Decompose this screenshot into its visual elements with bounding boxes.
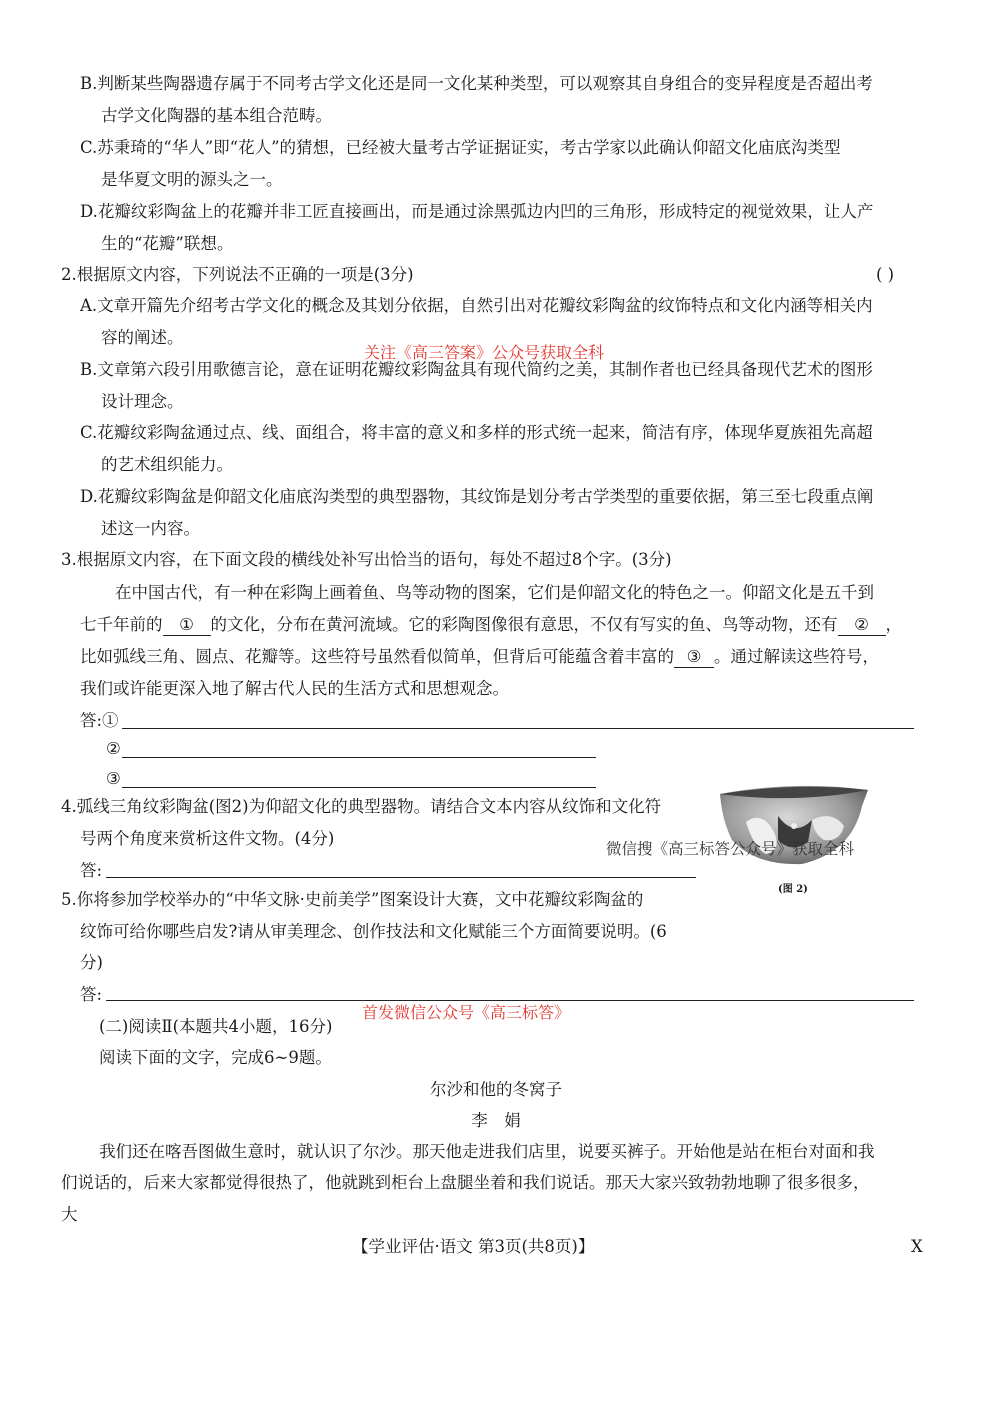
q1-option-d-line1: D.花瓣纹彩陶盆上的花瓣并非工匠直接画出，而是通过涂黑弧边内凹的三角形，形成特定的视觉效果，让人产 [80, 202, 874, 221]
article-paragraph-line1: 我们还在喀吾图做生意时，就认识了尔沙。那天他走进我们店里，说要买裤子。开始他是站在柜台对面和我 [99, 1142, 875, 1161]
q3-answer-label-1: 答:① [80, 711, 119, 730]
q4-answer-label: 答: [80, 861, 103, 880]
footer-mark: X [911, 1237, 923, 1256]
q2-option-a-line1: A.文章开篇先介绍考古学文化的概念及其划分依据，自然引出对花瓣纹彩陶盆的纹饰特点和文化内涵等相关内 [80, 296, 873, 315]
q3-passage-line2 [80, 614, 902, 636]
article-paragraph-line3: 大 [61, 1205, 78, 1224]
article-paragraph-line2: 们说话的，后来大家都觉得很热了，他就跳到柜台上盘腿坐着和我们说话。那天大家兴致勃勃地聊了很多很多， [61, 1173, 870, 1192]
article-author: 李 娟 [471, 1111, 521, 1130]
q3-passage-text: 。通过解读这些符号， [714, 647, 879, 666]
q3-stem: 3.根据原文内容，在下面文段的横线处补写出恰当的语句，每处不超过8个字。(3分) [61, 550, 672, 569]
watermark-3: 首发微信公众号《高三标答》 [362, 1003, 571, 1022]
q2-option-d-line2: 述这一内容。 [101, 519, 200, 538]
article-title: 尔沙和他的冬窝子 [430, 1080, 562, 1099]
q3-passage-text: 比如弧线三角、圆点、花瓣等。这些符号虽然看似简单，但背后可能蕴含着丰富的 [80, 647, 674, 666]
q5-line2: 纹饰可给你哪些启发?请从审美理念、创作技法和文化赋能三个方面简要说明。(6 [80, 922, 667, 941]
q5-line1: 5.你将参加学校举办的“中华文脉·史前美学”图案设计大赛，文中花瓣纹彩陶盆的 [61, 890, 644, 909]
q3-blank-1: ① [163, 615, 211, 636]
q2-option-a-line2: 容的阐述。 [101, 328, 184, 347]
q3-answer-line-2[interactable] [122, 757, 596, 758]
figure-2-caption: (图 2) [778, 884, 808, 895]
q2-option-b-line1: B.文章第六段引用歌德言论，意在证明花瓣纹彩陶盆具有现代简约之美，其制作者也已经具备现代艺术的图形 [80, 360, 873, 379]
reading2-instruction: 阅读下面的文字，完成6~9题。 [99, 1048, 332, 1067]
q2-answer-parens[interactable]: ( ) [876, 265, 895, 284]
q2-option-d-line1: D.花瓣纹彩陶盆是仰韶文化庙底沟类型的典型器物，其纹饰是划分考古学类型的重要依据，第三至七段重点阐 [80, 487, 874, 506]
q2-option-b-line2: 设计理念。 [101, 392, 184, 411]
q5-line3: 分) [80, 953, 103, 972]
q3-passage-text: 的文化，分布在黄河流域。它的彩陶图像很有意思，不仅有写实的鱼、鸟等动物，还有 [210, 615, 838, 634]
q1-option-c-line2: 是华夏文明的源头之一。 [101, 170, 283, 189]
q3-passage-text: 七千年前的 [80, 615, 163, 634]
q2-option-c-line2: 的艺术组织能力。 [101, 455, 233, 474]
page-footer: 【学业评估·语文 第3页(共8页)】 [352, 1237, 595, 1256]
q2-stem: 2.根据原文内容，下列说法不正确的一项是(3分) [61, 265, 414, 284]
q3-blank-2: ② [838, 615, 886, 636]
watermark-2: 微信搜《高三标答公众号》获取全科 [606, 840, 855, 858]
q5-answer-line[interactable] [106, 1000, 914, 1001]
q3-passage-line3 [80, 646, 879, 668]
q3-passage-text: ， [885, 615, 902, 634]
q1-option-c-line1: C.苏秉琦的“华人”即“花人”的猜想，已经被大量考古学证据证实，考古学家以此确认仰韶文化庙底沟类型 [80, 138, 841, 157]
reading2-section-title: (二)阅读Ⅱ(本题共4小题，16分) [99, 1017, 333, 1036]
q4-line2: 号两个角度来赏析这件文物。(4分) [80, 829, 335, 848]
q3-answer-line-1[interactable] [122, 728, 914, 729]
q3-blank-3: ③ [674, 647, 714, 668]
q4-answer-line[interactable] [106, 877, 696, 878]
q3-passage-line4: 我们或许能更深入地了解古代人民的生活方式和思想观念。 [80, 679, 509, 698]
q3-answer-line-3[interactable] [122, 787, 596, 788]
q5-answer-label: 答: [80, 985, 103, 1004]
q1-option-d-line2: 生的“花瓣”联想。 [101, 234, 234, 253]
q3-answer-label-3: ③ [106, 769, 121, 788]
q4-line1: 4.弧线三角纹彩陶盆(图2)为仰韶文化的典型器物。请结合文本内容从纹饰和文化符 [61, 797, 662, 816]
q3-answer-label-2: ② [106, 739, 121, 758]
q1-option-b-line1: B.判断某些陶器遗存属于不同考古学文化还是同一文化某种类型，可以观察其自身组合的变异程度是否超出考 [80, 74, 873, 93]
watermark-1: 关注《高三答案》公众号获取全科 [364, 343, 605, 362]
q3-passage-line1: 在中国古代，有一种在彩陶上画着鱼、鸟等动物的图案，它们是仰韶文化的特色之一。仰韶文化是五千到 [115, 583, 874, 602]
q1-option-b-line2: 古学文化陶器的基本组合范畴。 [101, 106, 332, 125]
q2-option-c-line1: C.花瓣纹彩陶盆通过点、线、面组合，将丰富的意义和多样的形式统一起来，简洁有序，体现华夏族祖先高超 [80, 423, 873, 442]
